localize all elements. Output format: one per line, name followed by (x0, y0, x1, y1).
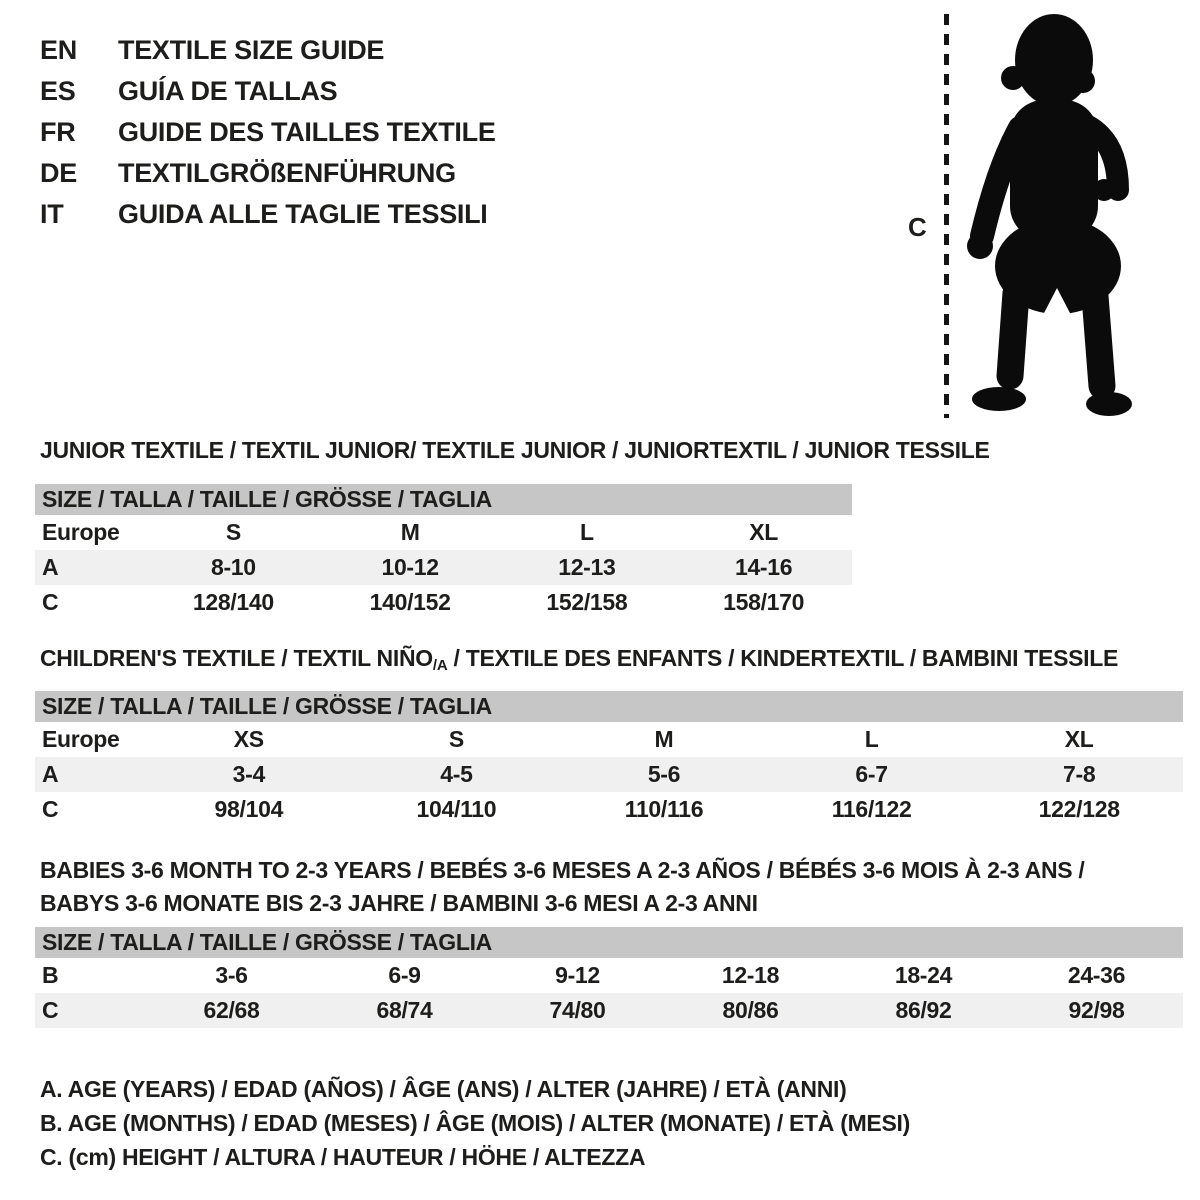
lang-code: DE (40, 158, 77, 188)
height-measure-dashed-line (944, 14, 949, 418)
table-row (35, 585, 852, 620)
cell: 122/128 (1038, 796, 1120, 822)
table-row (35, 958, 1183, 993)
baby-silhouette-icon (958, 8, 1142, 422)
lang-row-it (40, 194, 496, 235)
lang-row-en (40, 30, 496, 71)
lang-row-es (40, 71, 496, 112)
row-label: Europe (42, 726, 120, 752)
babies-table-title-line2: BABYS 3-6 MONATE BIS 2-3 JAHRE / BAMBINI 3-6 MESI A 2-3 ANNI (40, 890, 758, 916)
lang-label: GUIDE DES TAILLES TEXTILE (118, 117, 496, 147)
lang-label: TEXTILE SIZE GUIDE (118, 35, 385, 65)
lang-code: EN (40, 35, 77, 65)
cell: 6-7 (855, 761, 888, 787)
cell: 140/152 (369, 589, 451, 615)
cell: 92/98 (1068, 997, 1125, 1023)
lang-label: TEXTILGRÖßENFÜHRUNG (118, 158, 456, 188)
row-label: Europe (42, 519, 120, 545)
cell: 12-18 (721, 962, 780, 988)
cell: 8-10 (210, 554, 256, 580)
lang-label: GUIDA ALLE TAGLIE TESSILI (118, 199, 488, 229)
cell: 128/140 (192, 589, 274, 615)
cell: 104/110 (416, 796, 497, 822)
row-label: C (42, 589, 59, 615)
cell: 68/74 (376, 997, 433, 1023)
cell: 98/104 (214, 796, 284, 822)
table-row (35, 993, 1183, 1028)
cell: 4-5 (440, 761, 473, 787)
table-row (35, 757, 1183, 792)
cell: 62/68 (203, 997, 260, 1023)
cell: XL (1064, 726, 1094, 752)
cell: 18-24 (894, 962, 953, 988)
cell: L (864, 726, 879, 752)
legend-line-a: A. AGE (YEARS) / EDAD (AÑOS) / ÂGE (ANS) / ALTER (JAHRE) / ETÀ (ANNI) (40, 1075, 847, 1102)
row-label: A (42, 761, 59, 787)
cell: XL (749, 519, 779, 545)
cell: 24-36 (1067, 962, 1126, 988)
language-list (40, 30, 496, 235)
children-size-table (35, 691, 1183, 827)
cell: 116/122 (831, 796, 912, 822)
cell: S (225, 519, 241, 545)
cell: M (400, 519, 420, 545)
cell: 12-13 (558, 554, 616, 580)
legend-line-b: B. AGE (MONTHS) / EDAD (MESES) / ÂGE (MOIS) / ALTER (MONATE) / ETÀ (MESI) (40, 1109, 910, 1136)
row-label: A (42, 554, 59, 580)
cell: 158/170 (723, 589, 805, 615)
row-label: C (42, 997, 59, 1023)
lang-code: ES (40, 76, 76, 106)
children-title-prefix: CHILDREN'S TEXTILE / TEXTIL NIÑO (40, 645, 433, 671)
lang-row-de (40, 153, 496, 194)
table-row (35, 515, 852, 550)
cell: 110/116 (624, 796, 704, 822)
cell: 14-16 (734, 554, 793, 580)
babies-table-header: SIZE / TALLA / TAILLE / GRÖSSE / TAGLIA (35, 927, 1183, 958)
cell: 6-9 (388, 962, 421, 988)
lang-code: IT (40, 199, 64, 229)
junior-size-table (35, 484, 852, 620)
babies-size-table (35, 927, 1183, 1028)
cell: 74/80 (549, 997, 606, 1023)
row-label: B (42, 962, 59, 988)
lang-code: FR (40, 117, 76, 147)
measurement-legend (40, 1072, 910, 1174)
junior-table-header: SIZE / TALLA / TAILLE / GRÖSSE / TAGLIA (35, 484, 852, 515)
cell: L (580, 519, 594, 545)
cell: XS (233, 726, 264, 752)
cell: 3-4 (232, 761, 265, 787)
height-measure-label: C (908, 212, 927, 242)
table-row (35, 722, 1183, 757)
junior-table-title: JUNIOR TEXTILE / TEXTIL JUNIOR/ TEXTILE JUNIOR / JUNIORTEXTIL / JUNIOR TESSILE (40, 437, 990, 463)
children-title-suffix: / TEXTILE DES ENFANTS / KINDERTEXTIL / BAMBINI TESSILE (447, 645, 1119, 671)
lang-label: GUÍA DE TALLAS (118, 76, 338, 106)
cell: 80/86 (722, 997, 779, 1023)
children-table-title (40, 645, 1118, 674)
cell: M (654, 726, 674, 752)
cell: 10-12 (381, 554, 439, 580)
children-table-header: SIZE / TALLA / TAILLE / GRÖSSE / TAGLIA (35, 691, 1183, 722)
cell: 9-12 (555, 962, 600, 988)
row-label: C (42, 796, 59, 822)
cell: 7-8 (1063, 761, 1096, 787)
cell: 152/158 (546, 589, 628, 615)
lang-row-fr (40, 112, 496, 153)
cell: 5-6 (647, 761, 681, 787)
cell: 3-6 (215, 962, 248, 988)
table-row (35, 792, 1183, 827)
table-row (35, 550, 852, 585)
babies-table-title-line1: BABIES 3-6 MONTH TO 2-3 YEARS / BEBÉS 3-6 MESES A 2-3 AÑOS / BÉBÉS 3-6 MOIS À 2-3 ANS / (40, 857, 1085, 883)
legend-line-c: C. (cm) HEIGHT / ALTURA / HAUTEUR / HÖHE / ALTEZZA (40, 1143, 646, 1170)
cell: 86/92 (895, 997, 952, 1023)
cell: S (448, 726, 464, 752)
children-title-sub: /A (432, 657, 448, 674)
